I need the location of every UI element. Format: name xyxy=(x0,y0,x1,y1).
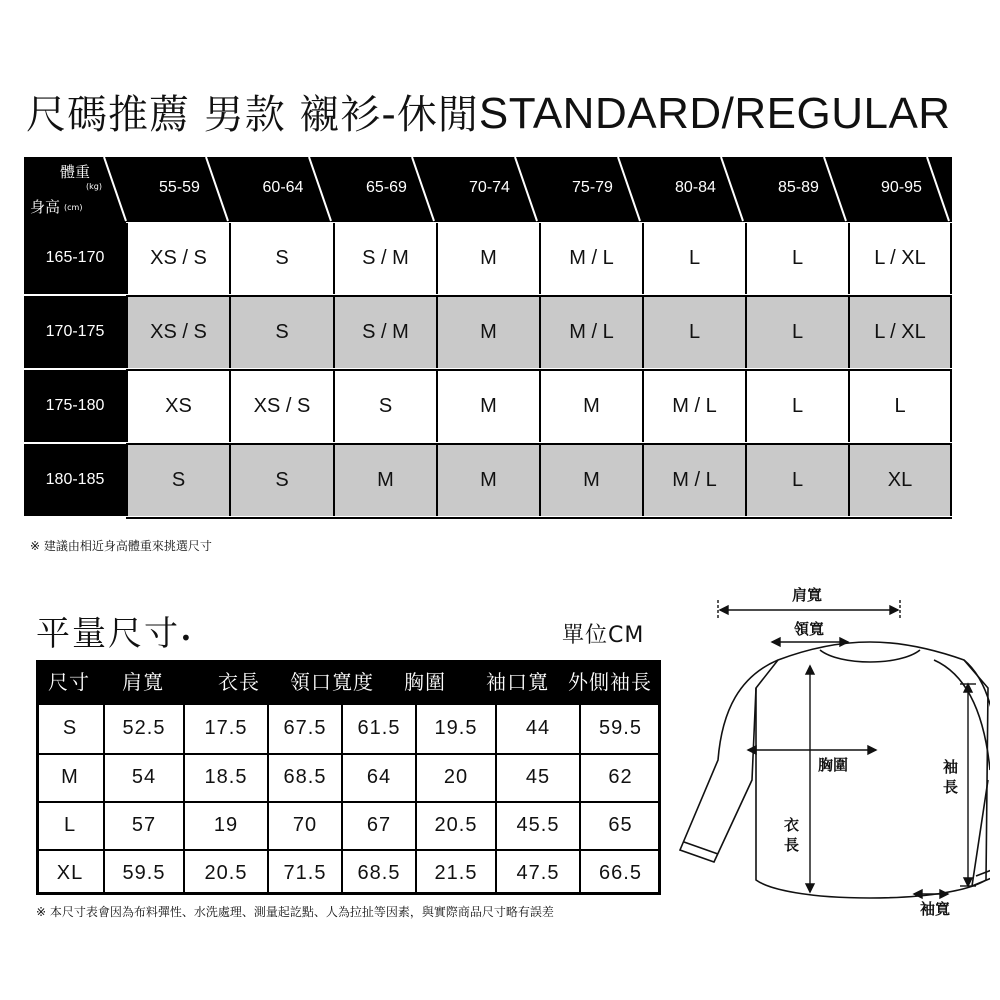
size-cell: L xyxy=(745,445,848,516)
label-chest: 胸圍 xyxy=(818,756,849,774)
measurement-column-header: 衣長 xyxy=(218,670,260,694)
size-cell: S xyxy=(333,371,436,442)
measurement-value: 59.5 xyxy=(122,862,166,884)
measurements-note: ※ 本尺寸表會因為布料彈性、水洗處理、測量起訖點、人為拉扯等因素，與實際商品尺寸略有誤差 xyxy=(36,905,554,919)
size-cell: M / L xyxy=(539,297,642,368)
measurement-value: 18.5 xyxy=(204,766,248,788)
measurement-value: 65 xyxy=(608,814,633,836)
size-cell: S xyxy=(229,297,333,368)
size-cell: XL xyxy=(848,445,952,516)
measurement-column-header: 領口寬度 xyxy=(290,670,374,694)
size-cell: L xyxy=(848,371,952,442)
measurement-column-header: 外側袖長 xyxy=(568,670,652,694)
measurement-value: 45.5 xyxy=(516,814,560,836)
measurement-value: 61.5 xyxy=(357,717,401,739)
measurement-value: 45 xyxy=(525,766,551,788)
size-cell: S / M xyxy=(333,297,436,368)
size-cell: S xyxy=(229,445,333,516)
size-cell: S xyxy=(126,445,229,516)
size-cell: L xyxy=(745,223,848,294)
weight-range-header: 55-59 xyxy=(159,179,200,196)
size-cell: M / L xyxy=(539,223,642,294)
corner-height-unit: (cm) xyxy=(64,203,83,212)
size-cell: XS xyxy=(126,371,229,442)
weight-range-header: 65-69 xyxy=(366,179,407,196)
size-cell: M xyxy=(436,223,539,294)
label-length-2: 長 xyxy=(784,836,800,854)
measurement-column-header: 袖口寬 xyxy=(486,670,549,694)
size-cell: XS / S xyxy=(229,371,333,442)
height-range-header: 165-170 xyxy=(24,222,126,294)
measurement-value: 20.5 xyxy=(204,862,248,884)
size-cell: S xyxy=(229,223,333,294)
measurement-value: 54 xyxy=(131,766,157,788)
measurement-col-divider xyxy=(103,705,105,895)
measurement-value: 67.5 xyxy=(283,717,327,739)
height-range-header: 175-180 xyxy=(24,370,126,442)
title-latin: STANDARD/REGULAR xyxy=(478,89,951,138)
measurement-size-label: S xyxy=(62,717,78,739)
size-cell: M / L xyxy=(642,445,745,516)
measurement-size-label: M xyxy=(61,766,79,788)
weight-range-header: 75-79 xyxy=(572,179,613,196)
size-cell: L xyxy=(642,223,745,294)
size-cell: L xyxy=(642,297,745,368)
shirt-diagram xyxy=(670,580,990,924)
measurement-value: 70 xyxy=(292,814,318,836)
weight-range-header: 60-64 xyxy=(262,179,304,196)
size-cell: L xyxy=(745,297,848,368)
weight-range-header: 85-89 xyxy=(778,179,819,196)
measurement-col-divider xyxy=(495,705,497,895)
size-cell: M xyxy=(436,445,539,516)
weight-range-header: 70-74 xyxy=(469,179,510,196)
label-length-1: 衣 xyxy=(784,816,800,834)
size-cell: XS / S xyxy=(126,297,229,368)
measurement-size-label: XL xyxy=(56,862,84,884)
measurement-value: 66.5 xyxy=(599,862,642,884)
corner-weight-label: 體重 xyxy=(60,163,91,181)
measurement-value: 20.5 xyxy=(434,814,478,836)
measurement-value: 19.5 xyxy=(434,717,478,739)
measurement-col-divider xyxy=(183,705,185,895)
size-cell: M xyxy=(539,371,642,442)
shirt-outline xyxy=(670,580,990,920)
measurement-value: 71.5 xyxy=(283,862,327,884)
measurement-value: 21.5 xyxy=(434,862,478,884)
measurement-column-header: 尺寸 xyxy=(48,670,90,694)
weight-range-header: 90-95 xyxy=(881,179,922,196)
measurement-value: 19 xyxy=(213,814,239,836)
corner-height-label: 身高 xyxy=(30,198,61,216)
label-collar: 領寬 xyxy=(794,620,825,638)
size-cell: L / XL xyxy=(848,223,952,294)
label-shoulder: 肩寬 xyxy=(792,586,823,604)
page-title xyxy=(26,82,986,146)
size-cell: L xyxy=(745,371,848,442)
size-cell: M xyxy=(436,371,539,442)
size-cell: L / XL xyxy=(848,297,952,368)
measurement-value: 44 xyxy=(525,717,551,739)
recommendation-note: ※ 建議由相近身高體重來挑選尺寸 xyxy=(30,539,212,553)
corner-weight-unit: (kg) xyxy=(86,182,102,191)
measurement-value: 64 xyxy=(366,766,392,788)
measurement-col-divider xyxy=(579,705,581,895)
measurement-value: 17.5 xyxy=(204,717,248,739)
measurement-value: 67 xyxy=(366,814,392,836)
measurement-value: 62 xyxy=(608,766,633,788)
measurement-column-header: 胸圍 xyxy=(404,670,446,694)
measurement-size-label: L xyxy=(63,814,77,836)
measurement-column-header: 肩寬 xyxy=(122,670,164,694)
unit-label: 單位CM xyxy=(562,623,645,648)
height-range-header: 170-175 xyxy=(24,296,126,368)
label-sleeve-2: 長 xyxy=(943,778,959,796)
size-cell: S / M xyxy=(333,223,436,294)
measurement-value: 68.5 xyxy=(357,862,401,884)
title-main: 尺碼推薦 男款 襯衫-休閒 xyxy=(26,92,479,138)
size-cell: XS / S xyxy=(126,223,229,294)
measurements-title: 平量尺寸• xyxy=(36,614,194,654)
label-sleeve-1: 袖 xyxy=(943,758,959,776)
measurement-value: 57 xyxy=(131,814,157,836)
label-cuff: 袖寬 xyxy=(920,900,951,918)
measurement-col-divider xyxy=(341,705,343,895)
height-range-header: 180-185 xyxy=(24,444,126,516)
measurement-value: 47.5 xyxy=(516,862,560,884)
row-divider xyxy=(126,517,952,519)
measurement-value: 52.5 xyxy=(122,717,166,739)
size-cell: M xyxy=(539,445,642,516)
measurement-col-divider xyxy=(415,705,417,895)
size-cell: M xyxy=(333,445,436,516)
weight-range-header: 80-84 xyxy=(675,179,716,196)
measurement-value: 20 xyxy=(443,766,469,788)
size-cell: M xyxy=(436,297,539,368)
measurement-value: 68.5 xyxy=(283,766,327,788)
measurement-value: 59.5 xyxy=(599,717,642,739)
measurement-col-divider xyxy=(267,705,269,895)
size-cell: M / L xyxy=(642,371,745,442)
